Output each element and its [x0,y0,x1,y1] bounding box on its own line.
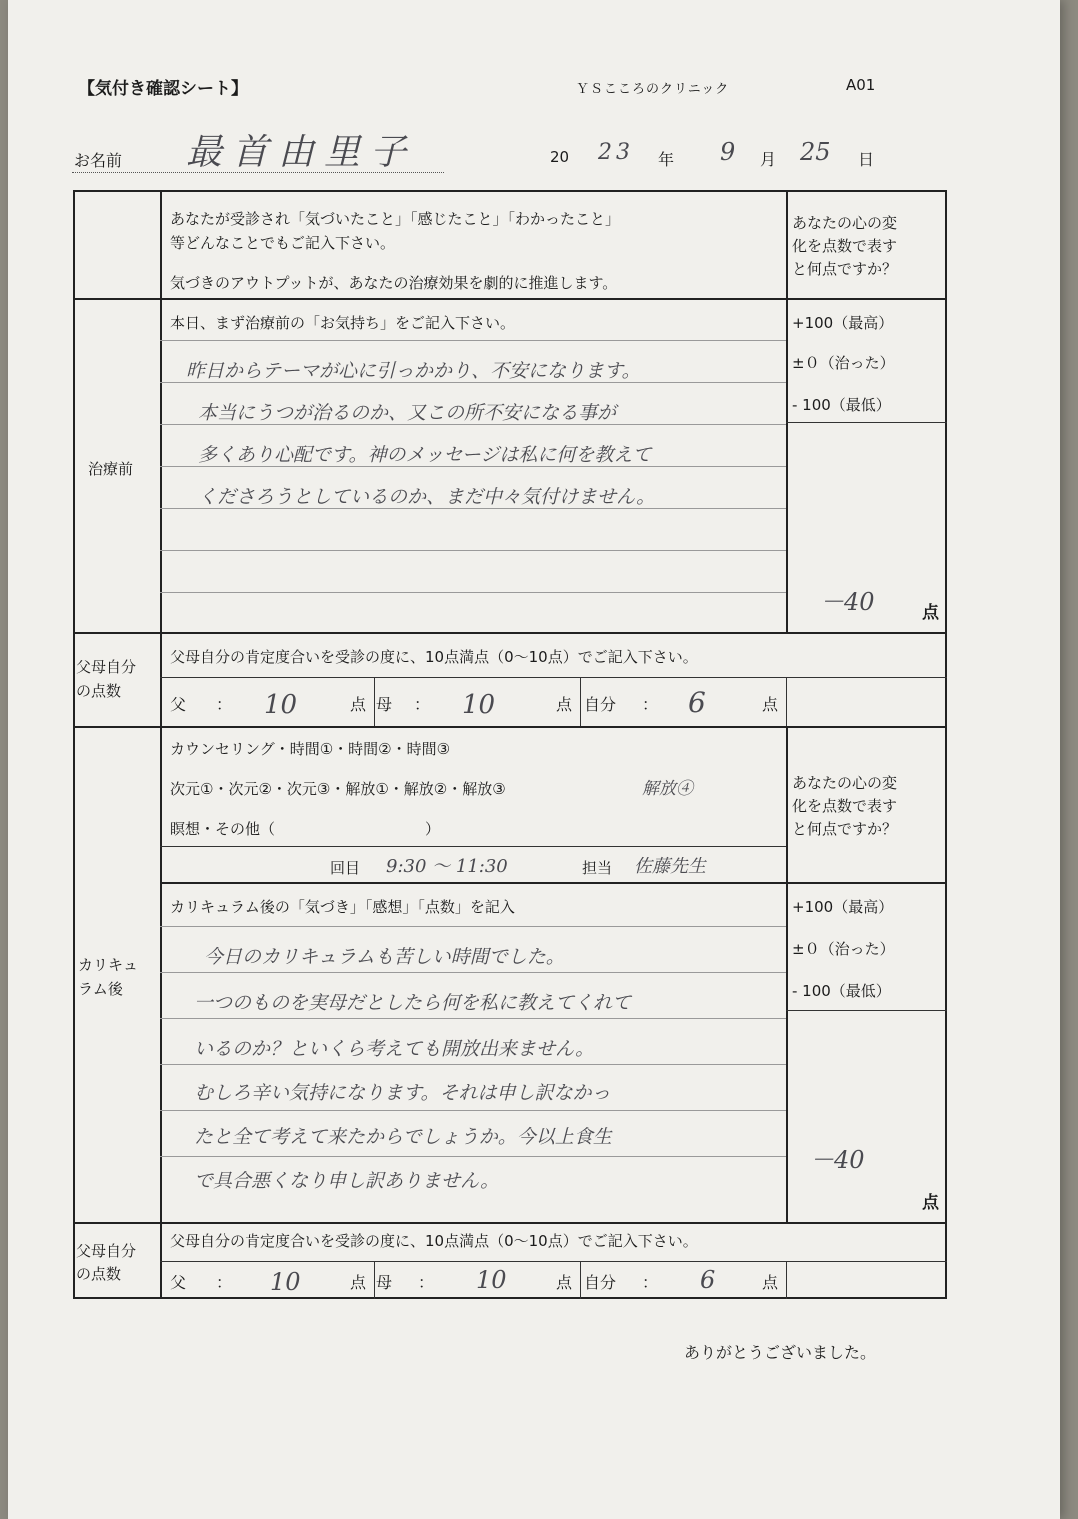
after-scale-min: - 100（最低） [792,982,891,1000]
self-score[interactable]: 6 [688,686,706,719]
after-note-line-4[interactable]: むしろ辛い気持になります。それは申し訳なかっ [194,1082,611,1104]
label-column-divider [160,190,162,1299]
score-column-divider-2 [786,726,788,1223]
before-note-line-1[interactable]: 昨日からテーマが心に引っかかり、不安になります。 [186,360,641,382]
after-note-line-6[interactable]: で具合悪くなり申し訳ありません。 [194,1170,500,1192]
score-question-1: あなたの心の変 [792,774,898,792]
month-label: 月 [760,150,777,169]
mother-score[interactable]: 10 [462,690,496,720]
kaime-label: 回目 [330,859,361,877]
before-score-unit: 点 [922,603,939,623]
unit: 点 [556,695,573,714]
cell-divider [374,677,375,726]
parents2-label-2: の点数 [76,1265,122,1283]
scale-divider [786,422,947,423]
before-scale-max: +100（最高） [792,314,894,332]
cell-divider [580,1261,581,1299]
unit: 点 [556,1273,573,1292]
cell-divider [374,1261,375,1299]
after-scale-max: +100（最高） [792,898,894,916]
score-question-3: と何点ですか？ [792,820,898,838]
score-column-divider-1 [786,190,788,634]
date-month[interactable]: 9 [720,138,736,166]
clinic-name: ＹＳこころのクリニック [576,82,730,97]
intro-line-2: 等どんなことでもご記入下さい。 [170,234,396,252]
row-divider [73,632,947,634]
unit: 点 [762,695,779,714]
row-divider [73,298,947,300]
thanks-text: ありがとうございました。 [684,1343,877,1362]
name-value[interactable]: 最首由里子 [186,132,417,173]
colon: ： [642,1273,659,1292]
score-question-3: と何点ですか？ [792,260,898,278]
write-line [160,1110,786,1111]
write-line [160,592,786,593]
sheet-code: A01 [846,76,876,94]
date-year[interactable]: 23 [598,140,634,165]
date-day[interactable]: 25 [800,138,831,166]
colon: ： [414,695,431,714]
scale-divider [786,1010,947,1011]
day-label: 日 [858,150,875,169]
write-line [160,340,786,341]
father-score[interactable]: 10 [264,690,298,720]
tantou-value[interactable]: 佐藤先生 [634,856,706,877]
after-score-value[interactable]: －40 [810,1146,865,1174]
father-score[interactable]: 10 [270,1268,301,1296]
before-note-line-2[interactable]: 本当にうつが治るのか、又この所不安になる事が [198,402,617,424]
write-line [160,972,786,973]
father-label: 父 [170,1273,187,1292]
after-note-line-5[interactable]: たと全て考えて来たからでしょうか。今以上食生 [194,1126,612,1148]
after-note-line-2[interactable]: 一つのものを実母だとしたら何を私に教えてくれて [194,992,632,1014]
row-divider [160,846,786,847]
colon: ： [216,1273,233,1292]
before-scale-zero: ±０（治った） [792,354,895,372]
score-question-2: 化を点数で表す [792,797,898,815]
session-time[interactable]: 9:30 ～ 11:30 [386,856,508,877]
intro-line-1: あなたが受診され「気づいたこと」「感じたこと」「わかったこと」 [170,210,621,228]
parents2-label-1: 父母自分 [76,1242,137,1260]
cell-divider [580,677,581,726]
write-line [160,926,786,927]
after-note-line-3[interactable]: いるのか？といくら考えても開放出来ません。 [194,1038,595,1060]
tantou-label: 担当 [582,859,613,877]
date-prefix: 20 [550,148,570,166]
row-divider [73,726,947,728]
session-line-3: 瞑想・その他（ ） [170,820,441,838]
self-score[interactable]: 6 [700,1266,716,1294]
after-label-1: カリキュ [78,956,139,974]
mother-score[interactable]: 10 [476,1266,507,1294]
father-label: 父 [170,695,187,714]
row-divider [160,677,947,678]
self-label: 自分 [584,1273,617,1292]
before-score-value[interactable]: －40 [820,588,875,616]
cell-divider [786,1261,787,1299]
mother-label: 母 [376,1273,393,1292]
after-score-unit: 点 [922,1193,939,1213]
before-note-line-4[interactable]: くださろうとしているのか、まだ中々気付けません。 [198,486,656,508]
parents2-prompt: 父母自分の肯定度合いを受診の度に、10点満点（0～10点）でご記入下さい。 [170,1232,698,1250]
row-divider [160,1261,947,1262]
before-prompt: 本日、まず治療前の「お気持ち」をご記入下さい。 [170,314,516,332]
unit: 点 [350,695,367,714]
self-label: 自分 [584,695,617,714]
colon: ： [418,1273,435,1292]
year-label: 年 [658,150,675,169]
sheet-title: 【気付き確認シート】 [78,79,248,99]
session-line-2: 次元①・次元②・次元③・解放①・解放②・解放③ [170,780,506,798]
colon: ： [216,695,233,714]
unit: 点 [350,1273,367,1292]
row-divider [73,1222,947,1224]
before-scale-min: - 100（最低） [792,396,891,414]
row-divider [160,882,947,884]
parents1-label-2: の点数 [76,682,122,700]
session-line-1: カウンセリング・時間①・時間②・時間③ [170,740,451,758]
write-line [160,1156,786,1157]
after-scale-zero: ±０（治った） [792,940,895,958]
session-extra[interactable]: 解放④ [642,779,693,799]
after-prompt: カリキュラム後の「気づき」「感想」「点数」を記入 [170,898,515,916]
form-sheet [8,0,1060,1519]
intro-line-3: 気づきのアウトプットが、あなたの治療効果を劇的に推進します。 [170,274,618,292]
cell-divider [786,677,787,726]
score-question-1: あなたの心の変 [792,214,898,232]
after-label-2: ラム後 [78,980,123,998]
name-label: お名前 [74,151,123,170]
before-label: 治療前 [88,460,134,478]
unit: 点 [762,1273,779,1292]
parents1-prompt: 父母自分の肯定度合いを受診の度に、10点満点（0～10点）でご記入下さい。 [170,648,698,666]
write-line [160,550,786,551]
write-line [160,1018,786,1019]
mother-label: 母 [376,695,393,714]
parents1-label-1: 父母自分 [76,658,137,676]
colon: ： [642,695,659,714]
before-note-line-3[interactable]: 多くあり心配です。神のメッセージは私に何を教えて [198,444,652,466]
after-note-line-1[interactable]: 今日のカリキュラムも苦しい時間でした。 [204,946,565,968]
score-question-2: 化を点数で表す [792,237,898,255]
write-line [160,1064,786,1065]
